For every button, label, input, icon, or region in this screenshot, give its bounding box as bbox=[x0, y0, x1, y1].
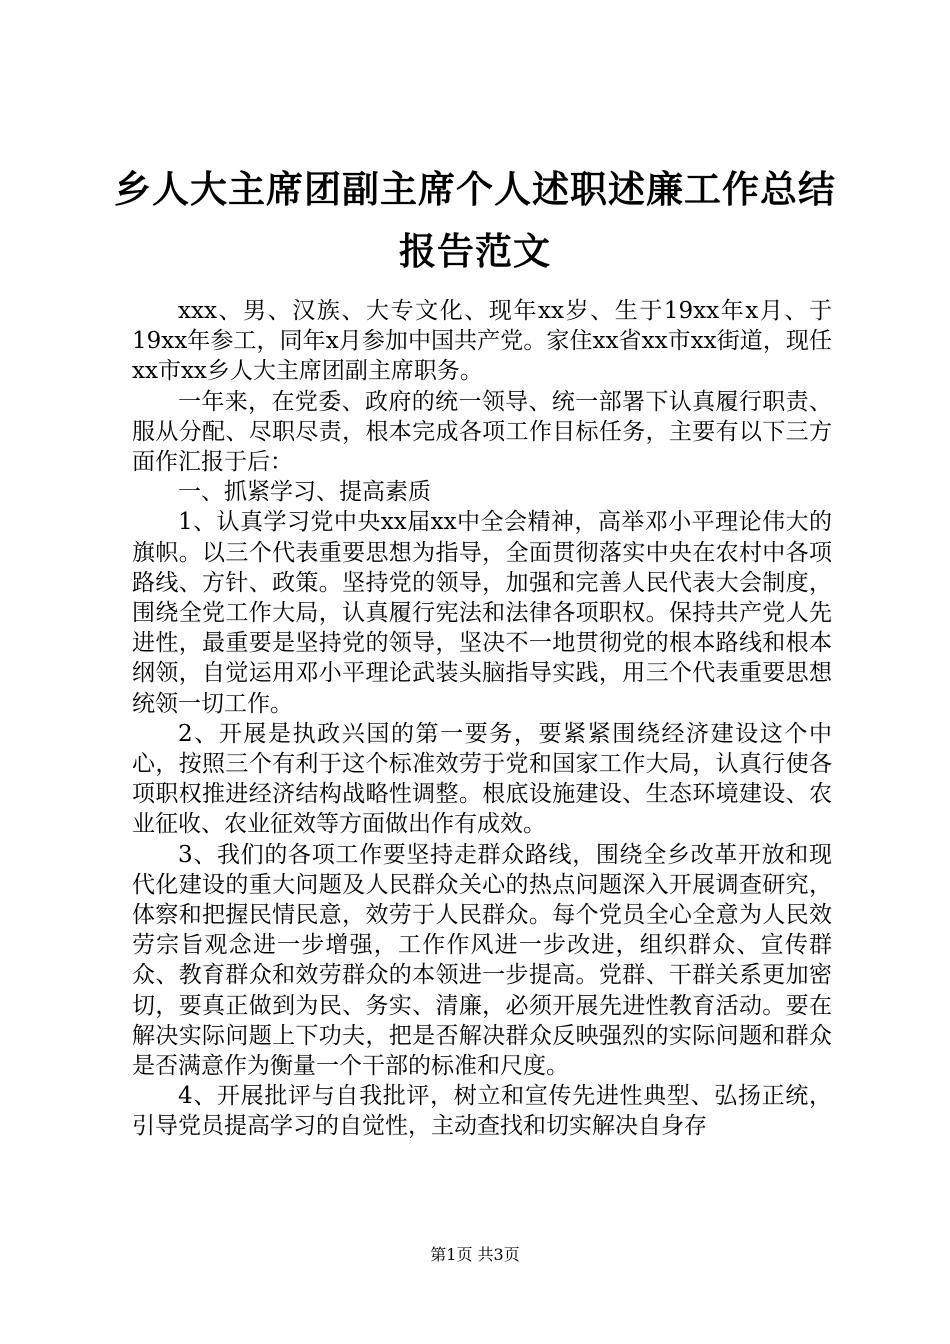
paragraph-personal-info: xxx、男、汉族、大专文化、现年xx岁、生于19xx年x月、于19xx年参工，同年x月参加中国共产党。家住xx省xx市xx街道，现任xx市xx乡人大主席团副主席职务。 bbox=[132, 298, 832, 385]
paragraph-item-2: 2、开展是执政兴国的第一要务，要紧紧围绕经济建设这个中心，按照三个有利于这个标准效劳于党和国家工作大局，认真行使各项职权推进经济结构战略性调整。根底设施建设、生态环境建设、农业征收、农业征效等方面做出作有成效。 bbox=[132, 720, 832, 838]
paragraph-item-1: 1、认真学习党中央xx届xx中全会精神，高举邓小平理论伟大的旗帜。以三个代表重要思想为指导，全面贯彻落实中央在农村中各项路线、方针、政策。坚持党的领导，加强和完善人民代表大会制度，围绕全党工作大局，认真履行宪法和法律各项职权。保持共产党人先进性，最重要是坚持党的领导，坚决不一地贯彻党的根本路线和根本纲领，自觉运用邓小平理论武装头脑指导实践，用三个代表重要思想统领一切工作。 bbox=[132, 509, 832, 717]
paragraph-item-3: 3、我们的各项工作要坚持走群众路线，围绕全乡改革开放和现代化建设的重大问题及人民群众关心的热点问题深入开展调查研究，体察和把握民情民意，效劳于人民群众。每个党员全心全意为人民效劳宗旨观念进一步增强，工作作风进一步改进，组织群众、宣传群众、教育群众和效劳群众的本领进一步提高。党群、干群关系更加密切，要真正做到为民、务实、清廉，必须开展先进性教育活动。要在解决实际问题上下功夫，把是否解决群众反映强烈的实际问题和群众是否满意作为衡量一个干部的标准和尺度。 bbox=[132, 841, 832, 1080]
section-heading-study: 一、抓紧学习、提高素质 bbox=[178, 479, 431, 506]
paragraph-item-4: 4、开展批评与自我批评，树立和宣传先进性典型、弘扬正统，引导党员提高学习的自觉性，主动查找和切实解决自身存 bbox=[132, 1083, 832, 1140]
page-number-footer: 第1页 共3页 bbox=[430, 1245, 520, 1264]
paragraph-overview: 一年来，在党委、政府的统一领导、统一部署下认真履行职责、服从分配、尽职尽责，根本完成各项工作目标任务，主要有以下三方面作汇报于后： bbox=[132, 388, 832, 476]
document-title: 乡人大主席团副主席个人述职述廉工作总结报告范文 bbox=[114, 167, 836, 273]
document-body bbox=[132, 296, 832, 1142]
